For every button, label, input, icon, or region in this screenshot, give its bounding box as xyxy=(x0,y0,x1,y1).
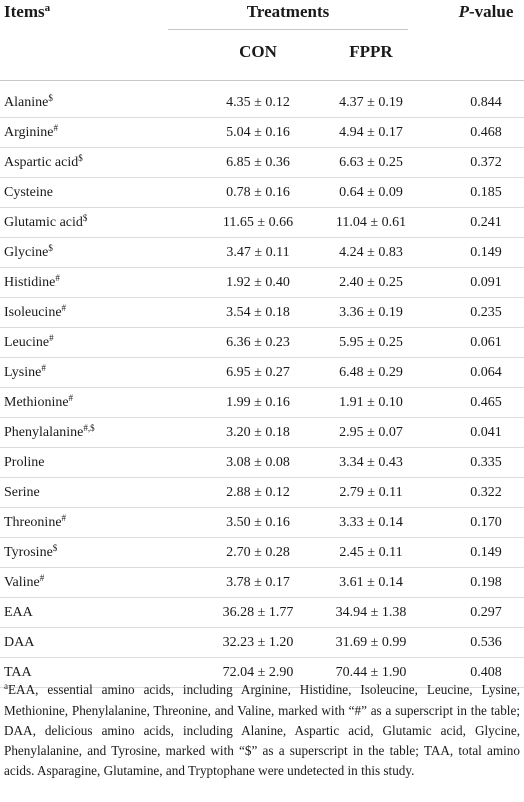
row-item xyxy=(4,635,34,651)
row-fppr-value: 3.34 ± 0.43 xyxy=(339,455,403,470)
table-row xyxy=(0,418,524,448)
header-bottom-rule xyxy=(0,80,524,81)
row-con-value: 2.88 ± 0.12 xyxy=(226,485,290,500)
row-item-mark: $ xyxy=(48,243,53,253)
row-p-value: 0.844 xyxy=(470,95,502,110)
row-con-value: 3.54 ± 0.18 xyxy=(226,305,290,320)
row-fppr-value: 4.24 ± 0.83 xyxy=(339,245,403,260)
row-item-mark: $ xyxy=(78,153,83,163)
row-item-name: Serine xyxy=(4,485,40,500)
row-item xyxy=(4,425,95,441)
row-item-name: Threonine xyxy=(4,515,62,530)
pvalue-header-p: P xyxy=(458,2,469,21)
table-row xyxy=(0,358,524,388)
footnote-text: EAA, essential amino acids, including Arginine, Histidine, Isoleucine, Leucine, Lysine, Methionine, Phenylalanine, Threonine, and Valine, marked with “#” as a superscript in the table; DAA, delicious amino acids, including Alanine, Aspartic acid, Glutamic acid, Glycine, Phenylalanine, and Tyrosine, marked with “$” as a superscript in the table; TAA, total amino acids. Asparagine, Glutamine, and Tryptophane were undetected in this study. xyxy=(4,682,520,778)
pvalue-header-rest: -value xyxy=(469,2,514,21)
row-fppr-value: 11.04 ± 0.61 xyxy=(335,215,407,230)
table-row xyxy=(0,598,524,628)
row-item-name: Glycine xyxy=(4,245,49,260)
row-item-mark: # xyxy=(41,363,46,373)
row-item-mark: # xyxy=(39,573,45,583)
row-con-value: 3.47 ± 0.11 xyxy=(226,245,290,260)
row-item xyxy=(4,95,53,111)
row-item xyxy=(4,665,32,681)
table-row xyxy=(0,178,524,208)
row-item-mark: # xyxy=(53,123,59,133)
row-con-value: 36.28 ± 1.77 xyxy=(222,605,294,620)
row-con-value: 72.04 ± 2.90 xyxy=(222,665,294,680)
row-fppr-value: 2.95 ± 0.07 xyxy=(339,425,403,440)
row-item-mark: $ xyxy=(48,93,53,103)
table-row xyxy=(0,118,524,148)
row-item-name: Methionine xyxy=(4,395,69,410)
row-item-mark: # xyxy=(61,513,67,523)
row-item xyxy=(4,155,83,171)
row-p-value: 0.064 xyxy=(470,365,502,380)
row-con-value: 6.36 ± 0.23 xyxy=(226,335,290,350)
row-con-value: 11.65 ± 0.66 xyxy=(222,215,294,230)
table-row xyxy=(0,328,524,358)
row-con-value: 2.70 ± 0.28 xyxy=(226,545,290,560)
row-p-value: 0.241 xyxy=(470,215,502,230)
treatments-underline xyxy=(168,29,408,30)
row-fppr-value: 6.48 ± 0.29 xyxy=(339,365,403,380)
table-row xyxy=(0,448,524,478)
row-item-name: Leucine xyxy=(4,335,50,350)
row-p-value: 0.465 xyxy=(470,395,502,410)
row-item-mark: #,$ xyxy=(83,423,95,433)
row-item xyxy=(4,455,44,471)
row-item xyxy=(4,515,66,531)
table-row xyxy=(0,508,524,538)
table-row xyxy=(0,88,524,118)
items-header-label: Items xyxy=(4,2,45,21)
row-con-value: 6.95 ± 0.27 xyxy=(226,365,290,380)
fppr-header: FPPR xyxy=(349,42,393,61)
row-con-value: 3.08 ± 0.08 xyxy=(226,455,290,470)
row-con-value: 5.04 ± 0.16 xyxy=(226,125,290,140)
table-row xyxy=(0,268,524,298)
row-item xyxy=(4,305,66,321)
table-footnote xyxy=(4,680,520,781)
row-item-mark: $ xyxy=(52,543,58,553)
row-item xyxy=(4,395,73,411)
table-row xyxy=(0,208,524,238)
row-item xyxy=(4,335,54,351)
row-item-name: Phenylalanine xyxy=(4,425,84,440)
row-con-value: 0.78 ± 0.16 xyxy=(226,185,290,200)
row-p-value: 0.468 xyxy=(470,125,502,140)
row-item-name: Arginine xyxy=(4,125,54,140)
row-fppr-value: 5.95 ± 0.25 xyxy=(339,335,403,350)
row-item-name: Aspartic acid xyxy=(4,155,79,170)
row-con-value: 3.78 ± 0.17 xyxy=(226,575,290,590)
row-p-value: 0.041 xyxy=(470,425,502,440)
row-item-mark: # xyxy=(68,393,74,403)
row-item-name: Isoleucine xyxy=(4,305,62,320)
row-item-mark: # xyxy=(55,273,60,283)
row-p-value: 0.372 xyxy=(470,155,502,170)
con-header: CON xyxy=(239,42,277,61)
table-row xyxy=(0,568,524,598)
row-item-name: Histidine xyxy=(4,275,56,290)
row-item-name: Cysteine xyxy=(4,185,53,200)
table-row xyxy=(0,478,524,508)
row-item xyxy=(4,185,53,201)
row-p-value: 0.536 xyxy=(470,635,502,650)
row-item-name: Lysine xyxy=(4,365,42,380)
row-item xyxy=(4,605,33,621)
row-p-value: 0.149 xyxy=(470,545,502,560)
items-header xyxy=(4,2,50,24)
row-p-value: 0.408 xyxy=(470,665,502,680)
row-p-value: 0.149 xyxy=(470,245,502,260)
row-fppr-value: 4.94 ± 0.17 xyxy=(339,125,403,140)
row-fppr-value: 2.40 ± 0.25 xyxy=(339,275,403,290)
table-row xyxy=(0,148,524,178)
row-con-value: 3.20 ± 0.18 xyxy=(226,425,290,440)
row-fppr-value: 2.79 ± 0.11 xyxy=(339,485,403,500)
row-con-value: 3.50 ± 0.16 xyxy=(226,515,290,530)
row-p-value: 0.091 xyxy=(470,275,502,290)
row-item-name: TAA xyxy=(4,665,32,680)
row-item-name: Proline xyxy=(4,455,45,470)
row-p-value: 0.185 xyxy=(470,185,502,200)
row-item-name: Valine xyxy=(4,575,40,590)
row-con-value: 1.99 ± 0.16 xyxy=(226,395,290,410)
row-p-value: 0.170 xyxy=(470,515,502,530)
items-header-sup: a xyxy=(44,2,51,14)
row-con-value: 32.23 ± 1.20 xyxy=(222,635,294,650)
table-row xyxy=(0,388,524,418)
row-item-name: Glutamic acid xyxy=(4,215,83,230)
row-fppr-value: 2.45 ± 0.11 xyxy=(339,545,403,560)
row-con-value: 6.85 ± 0.36 xyxy=(226,155,290,170)
row-fppr-value: 34.94 ± 1.38 xyxy=(335,605,407,620)
row-item xyxy=(4,545,57,561)
footnote-sup: a xyxy=(4,681,8,691)
pvalue-header xyxy=(454,2,518,22)
row-fppr-value: 4.37 ± 0.19 xyxy=(339,95,403,110)
table-row xyxy=(0,298,524,328)
table-row xyxy=(0,628,524,658)
row-item-mark: $ xyxy=(82,213,88,223)
row-con-value: 1.92 ± 0.40 xyxy=(226,275,290,290)
row-p-value: 0.061 xyxy=(470,335,502,350)
row-fppr-value: 3.33 ± 0.14 xyxy=(339,515,403,530)
row-fppr-value: 3.36 ± 0.19 xyxy=(339,305,403,320)
row-p-value: 0.235 xyxy=(470,305,502,320)
row-item xyxy=(4,245,53,261)
row-item-mark: # xyxy=(49,333,54,343)
row-con-value: 4.35 ± 0.12 xyxy=(226,95,290,110)
row-item xyxy=(4,485,40,501)
row-p-value: 0.198 xyxy=(470,575,502,590)
row-item-mark: # xyxy=(61,303,67,313)
row-item-name: Tyrosine xyxy=(4,545,53,560)
row-item-name: EAA xyxy=(4,605,33,620)
row-fppr-value: 70.44 ± 1.90 xyxy=(335,665,407,680)
row-fppr-value: 31.69 ± 0.99 xyxy=(335,635,407,650)
row-item xyxy=(4,125,58,141)
row-item xyxy=(4,365,46,381)
row-fppr-value: 3.61 ± 0.14 xyxy=(339,575,403,590)
row-p-value: 0.297 xyxy=(470,605,502,620)
row-item xyxy=(4,275,60,291)
row-p-value: 0.335 xyxy=(470,455,502,470)
row-item-name: DAA xyxy=(4,635,35,650)
row-item-name: Alanine xyxy=(4,95,49,110)
row-p-value: 0.322 xyxy=(470,485,502,500)
row-item xyxy=(4,575,44,591)
row-fppr-value: 0.64 ± 0.09 xyxy=(339,185,403,200)
row-fppr-value: 1.91 ± 0.10 xyxy=(339,395,403,410)
table-row xyxy=(0,238,524,268)
table-row xyxy=(0,538,524,568)
treatments-header: Treatments xyxy=(246,2,330,21)
row-item xyxy=(4,215,87,231)
row-fppr-value: 6.63 ± 0.25 xyxy=(339,155,403,170)
